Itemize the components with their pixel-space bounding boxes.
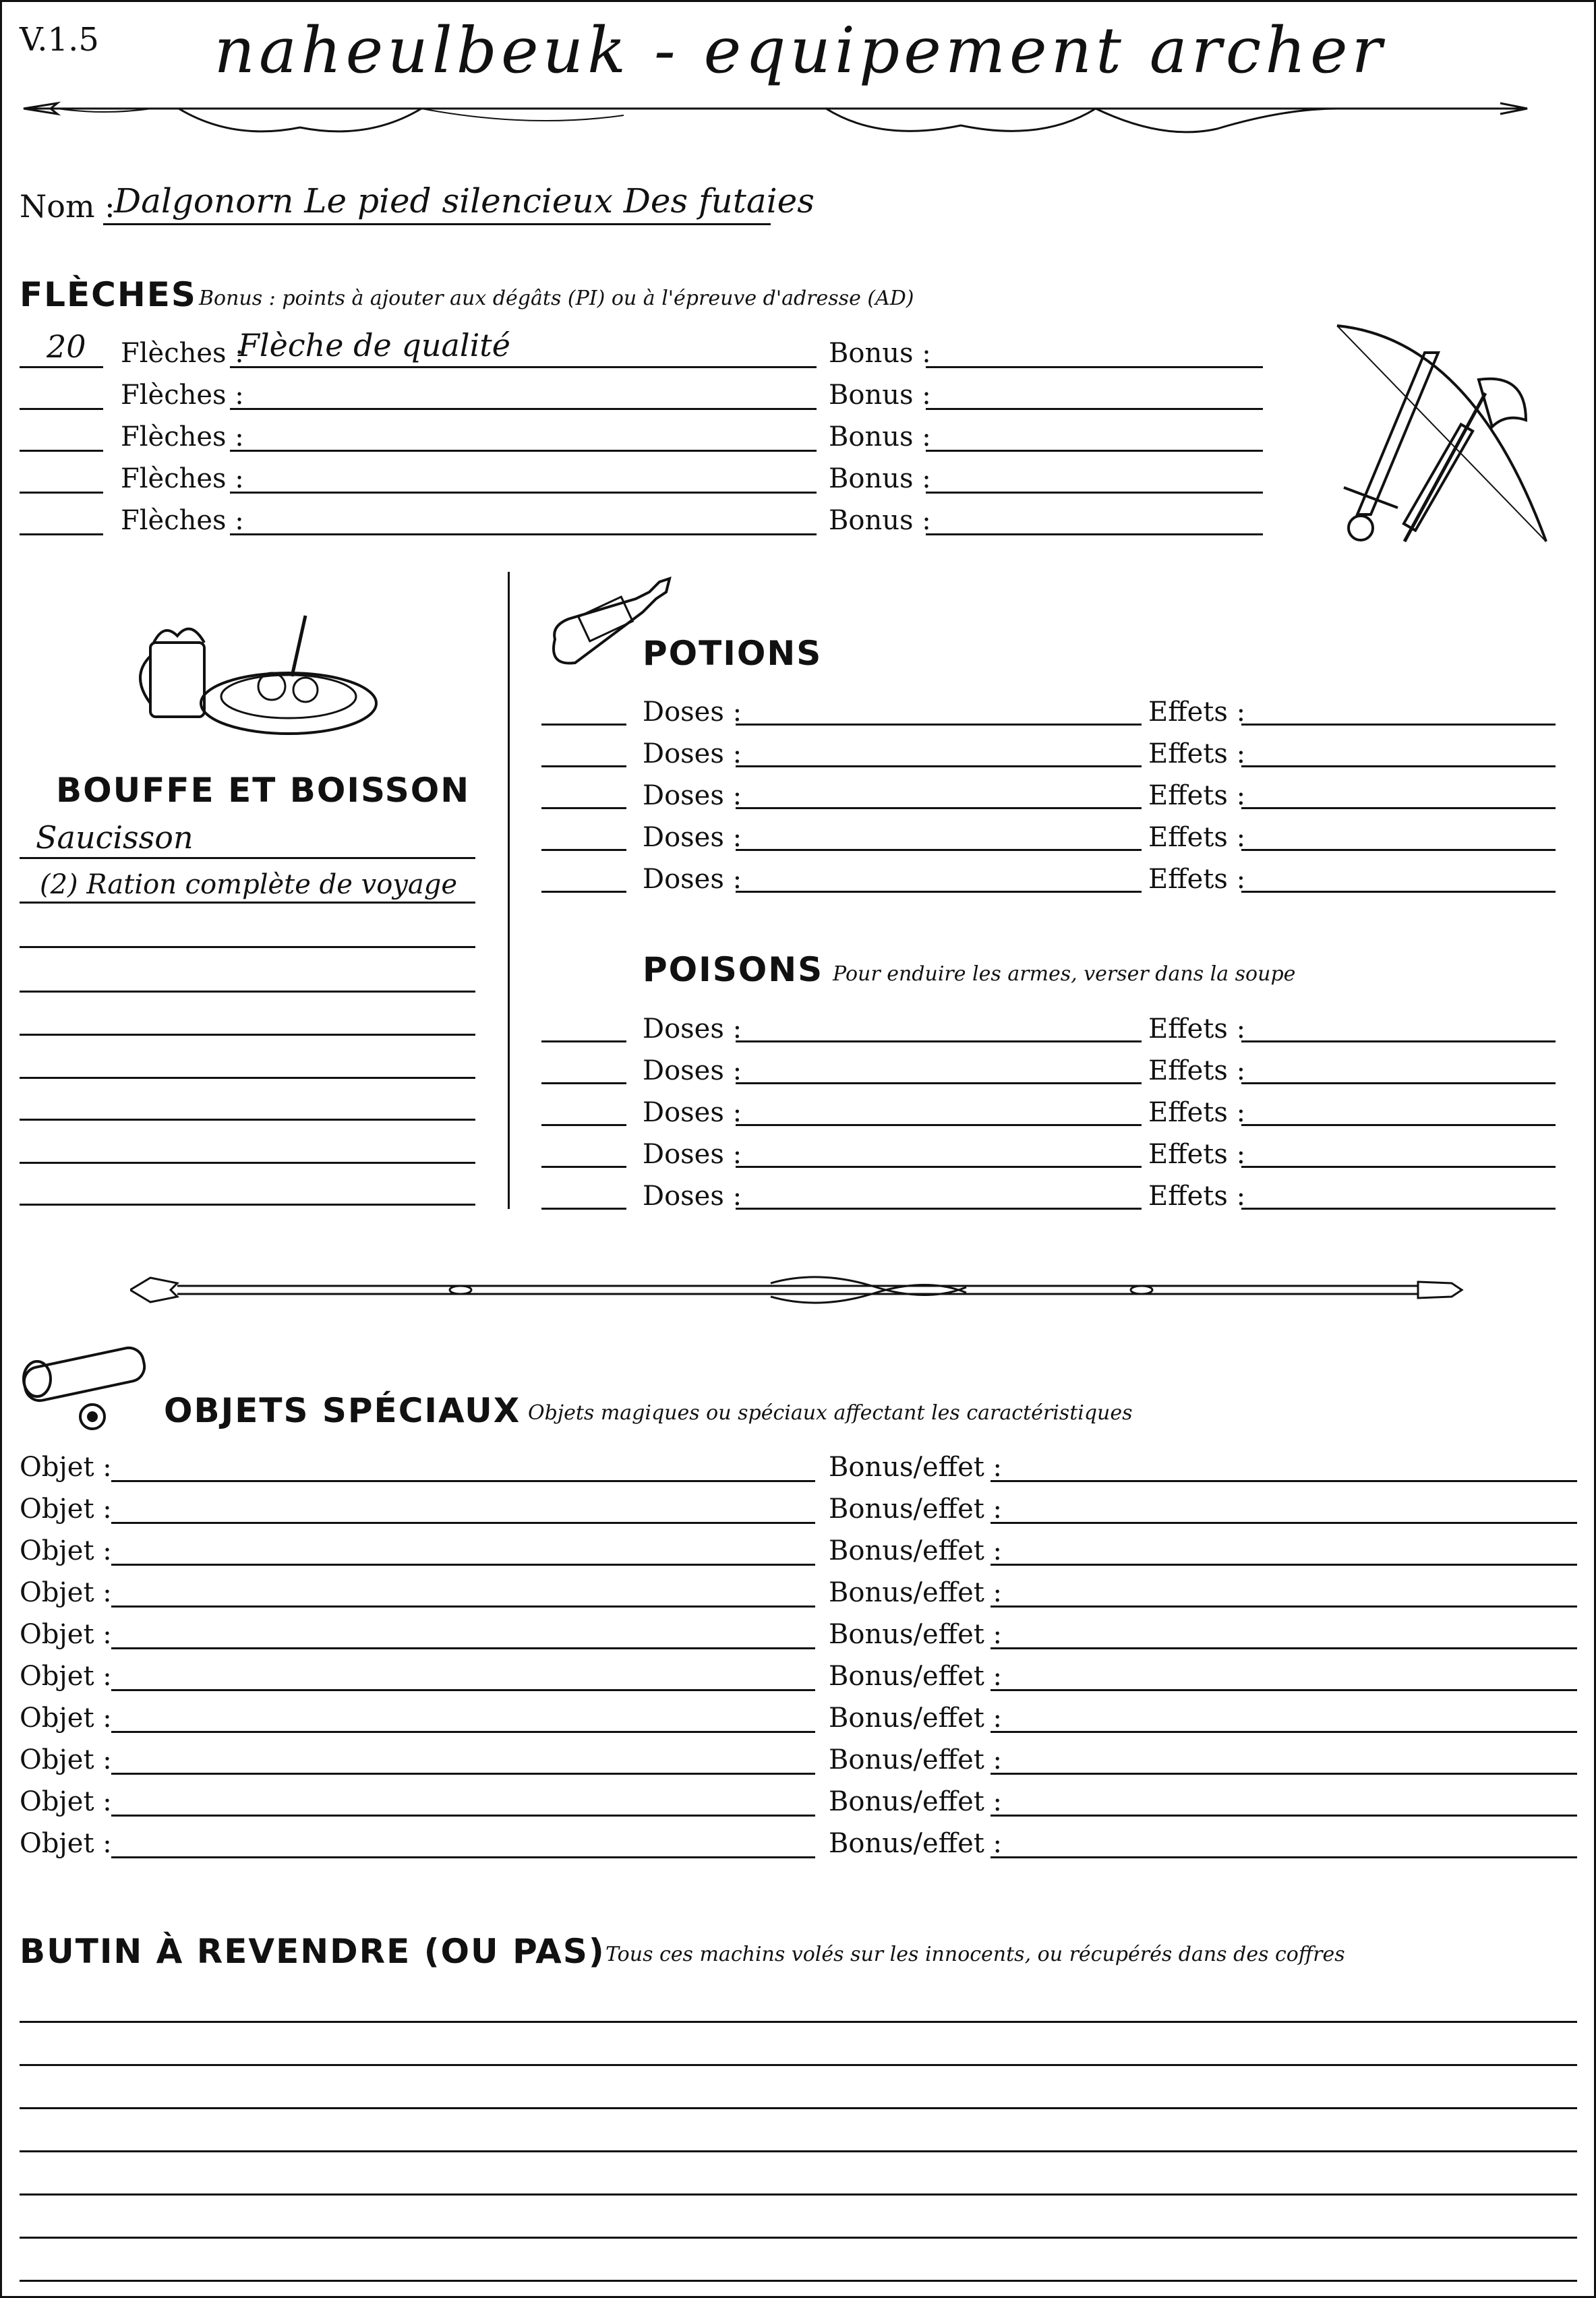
arrow-label: Flèches : bbox=[121, 463, 244, 494]
food-line bbox=[20, 1119, 475, 1121]
special-heading: OBJETS SPÉCIAUX bbox=[164, 1391, 521, 1430]
object-label: Objet : bbox=[20, 1619, 112, 1650]
potion-effects-line bbox=[1241, 807, 1556, 809]
loot-line bbox=[20, 2193, 1577, 2196]
bow-arrow-divider-icon bbox=[17, 88, 1534, 149]
poison-effects-line bbox=[1241, 1124, 1556, 1126]
potion-effects-label: Effets : bbox=[1148, 738, 1246, 769]
potion-effects-label: Effets : bbox=[1148, 864, 1246, 895]
poison-qty-line bbox=[541, 1166, 626, 1168]
arrow-type[interactable]: Flèche de qualité bbox=[238, 327, 511, 363]
poison-doses-label: Doses : bbox=[643, 1055, 742, 1086]
arrow-label: Flèches : bbox=[121, 505, 244, 536]
arrow-qty-line bbox=[20, 366, 103, 368]
potion-doses-line bbox=[736, 765, 1142, 767]
poison-effects-line bbox=[1241, 1040, 1556, 1042]
food-line bbox=[20, 1162, 475, 1164]
poison-qty-line bbox=[541, 1082, 626, 1084]
sheet-title: naheulbeuk - equipement archer bbox=[214, 14, 1386, 88]
loot-line bbox=[20, 2064, 1577, 2066]
object-bonus-line bbox=[991, 1480, 1577, 1482]
object-label: Objet : bbox=[20, 1535, 112, 1566]
arrow-type-line bbox=[230, 533, 817, 535]
loot-line bbox=[20, 2107, 1577, 2109]
poison-doses-line bbox=[736, 1166, 1142, 1168]
object-bonus-line bbox=[991, 1731, 1577, 1733]
object-bonus-line bbox=[991, 1522, 1577, 1524]
food-heading: BOUFFE ET BOISSON bbox=[56, 771, 471, 810]
object-label: Objet : bbox=[20, 1703, 112, 1734]
potion-effects-line bbox=[1241, 724, 1556, 726]
object-line bbox=[111, 1605, 815, 1608]
poisons-heading: POISONS bbox=[643, 950, 824, 989]
poison-effects-label: Effets : bbox=[1148, 1055, 1246, 1086]
food-line bbox=[20, 1034, 475, 1036]
poison-qty-line bbox=[541, 1208, 626, 1210]
poison-doses-label: Doses : bbox=[643, 1181, 742, 1212]
object-bonus-line bbox=[991, 1856, 1577, 1858]
object-label: Objet : bbox=[20, 1494, 112, 1525]
arrow-qty[interactable]: 20 bbox=[47, 328, 86, 365]
potion-doses-label: Doses : bbox=[643, 697, 742, 728]
object-bonus-label: Bonus/effet : bbox=[829, 1828, 1003, 1859]
poison-effects-line bbox=[1241, 1166, 1556, 1168]
potion-doses-line bbox=[736, 807, 1142, 809]
object-line bbox=[111, 1731, 815, 1733]
arrow-bonus-line bbox=[926, 408, 1263, 410]
object-bonus-label: Bonus/effet : bbox=[829, 1786, 1003, 1817]
arrow-label: Flèches : bbox=[121, 338, 244, 369]
potion-qty-line bbox=[541, 891, 626, 893]
object-bonus-label: Bonus/effet : bbox=[829, 1744, 1003, 1775]
food-line bbox=[20, 857, 475, 859]
potion-effects-line bbox=[1241, 891, 1556, 893]
object-bonus-line bbox=[991, 1815, 1577, 1817]
poison-effects-line bbox=[1241, 1082, 1556, 1084]
object-label: Objet : bbox=[20, 1661, 112, 1692]
arrows-heading: FLÈCHES bbox=[20, 275, 197, 314]
food-item[interactable]: Saucisson bbox=[36, 819, 194, 856]
poison-doses-label: Doses : bbox=[643, 1013, 742, 1044]
object-label: Objet : bbox=[20, 1744, 112, 1775]
staff-divider-icon bbox=[130, 1263, 1465, 1317]
potion-doses-label: Doses : bbox=[643, 780, 742, 811]
object-bonus-label: Bonus/effet : bbox=[829, 1494, 1003, 1525]
arrow-bonus-label: Bonus : bbox=[829, 338, 931, 369]
arrow-label: Flèches : bbox=[121, 380, 244, 411]
loot-note: Tous ces machins volés sur les innocents, ou récupérés dans des coffres bbox=[605, 1943, 1345, 1966]
object-label: Objet : bbox=[20, 1786, 112, 1817]
object-label: Objet : bbox=[20, 1828, 112, 1859]
poison-effects-label: Effets : bbox=[1148, 1139, 1246, 1170]
poison-qty-line bbox=[541, 1040, 626, 1042]
arrow-label: Flèches : bbox=[121, 421, 244, 452]
object-line bbox=[111, 1480, 815, 1482]
loot-line bbox=[20, 2150, 1577, 2152]
beer-and-food-icon bbox=[137, 602, 380, 744]
object-bonus-label: Bonus/effet : bbox=[829, 1703, 1003, 1734]
poisons-note: Pour enduire les armes, verser dans la soupe bbox=[833, 962, 1296, 986]
food-line bbox=[20, 991, 475, 993]
poison-qty-line bbox=[541, 1124, 626, 1126]
name-value[interactable]: Dalgonorn Le pied silencieux Des futaies bbox=[114, 181, 815, 220]
potion-effects-line bbox=[1241, 849, 1556, 851]
potion-effects-label: Effets : bbox=[1148, 697, 1246, 728]
scroll-and-ring-icon bbox=[17, 1337, 165, 1438]
special-note: Objets magiques ou spéciaux affectant les caractéristiques bbox=[528, 1401, 1133, 1425]
arrow-type-line bbox=[230, 450, 817, 452]
potions-heading: POTIONS bbox=[643, 634, 823, 673]
name-label: Nom : bbox=[20, 188, 115, 225]
loot-line bbox=[20, 2237, 1577, 2239]
crossed-weapons-icon bbox=[1324, 312, 1566, 555]
object-bonus-line bbox=[991, 1773, 1577, 1775]
poison-doses-line bbox=[736, 1208, 1142, 1210]
version-label: V.1.5 bbox=[20, 21, 99, 59]
object-bonus-line bbox=[991, 1605, 1577, 1608]
arrow-bonus-label: Bonus : bbox=[829, 463, 931, 494]
food-line bbox=[20, 946, 475, 948]
object-line bbox=[111, 1815, 815, 1817]
loot-line bbox=[20, 2280, 1577, 2282]
potion-qty-line bbox=[541, 849, 626, 851]
arrow-qty-line bbox=[20, 408, 103, 410]
arrow-bonus-label: Bonus : bbox=[829, 421, 931, 452]
poison-effects-label: Effets : bbox=[1148, 1097, 1246, 1128]
object-bonus-label: Bonus/effet : bbox=[829, 1452, 1003, 1483]
object-label: Objet : bbox=[20, 1452, 112, 1483]
object-bonus-label: Bonus/effet : bbox=[829, 1535, 1003, 1566]
potion-doses-label: Doses : bbox=[643, 822, 742, 853]
arrow-bonus-line bbox=[926, 533, 1263, 535]
object-bonus-label: Bonus/effet : bbox=[829, 1619, 1003, 1650]
potion-doses-line bbox=[736, 891, 1142, 893]
loot-heading: BUTIN À REVENDRE (OU PAS) bbox=[20, 1932, 605, 1971]
object-label: Objet : bbox=[20, 1577, 112, 1608]
potion-doses-label: Doses : bbox=[643, 864, 742, 895]
food-line bbox=[20, 902, 475, 904]
potion-doses-line bbox=[736, 849, 1142, 851]
object-line bbox=[111, 1689, 815, 1691]
loot-line bbox=[20, 2021, 1577, 2023]
object-line bbox=[111, 1647, 815, 1649]
arrow-bonus-label: Bonus : bbox=[829, 380, 931, 411]
arrow-bonus-line bbox=[926, 492, 1263, 494]
arrow-type-line bbox=[230, 408, 817, 410]
potion-doses-label: Doses : bbox=[643, 738, 742, 769]
potion-effects-line bbox=[1241, 765, 1556, 767]
poison-effects-line bbox=[1241, 1208, 1556, 1210]
arrow-type-line bbox=[230, 492, 817, 494]
object-line bbox=[111, 1773, 815, 1775]
food-item[interactable]: (2) Ration complète de voyage bbox=[40, 869, 458, 900]
food-line bbox=[20, 1204, 475, 1206]
arrow-bonus-line bbox=[926, 366, 1263, 368]
object-bonus-line bbox=[991, 1689, 1577, 1691]
arrow-qty-line bbox=[20, 450, 103, 452]
arrows-note: Bonus : points à ajouter aux dégâts (PI) ou à l'épreuve d'adresse (AD) bbox=[199, 287, 914, 310]
potion-effects-label: Effets : bbox=[1148, 822, 1246, 853]
object-bonus-line bbox=[991, 1564, 1577, 1566]
poison-doses-line bbox=[736, 1082, 1142, 1084]
poison-doses-label: Doses : bbox=[643, 1097, 742, 1128]
poison-doses-label: Doses : bbox=[643, 1139, 742, 1170]
object-bonus-label: Bonus/effet : bbox=[829, 1661, 1003, 1692]
arrow-qty-line bbox=[20, 533, 103, 535]
poison-doses-line bbox=[736, 1124, 1142, 1126]
poison-effects-label: Effets : bbox=[1148, 1181, 1246, 1212]
potion-qty-line bbox=[541, 765, 626, 767]
potion-qty-line bbox=[541, 807, 626, 809]
arrow-bonus-line bbox=[926, 450, 1263, 452]
food-line bbox=[20, 1077, 475, 1079]
potion-qty-line bbox=[541, 724, 626, 726]
potion-effects-label: Effets : bbox=[1148, 780, 1246, 811]
object-line bbox=[111, 1856, 815, 1858]
column-separator bbox=[508, 572, 510, 1209]
arrow-bonus-label: Bonus : bbox=[829, 505, 931, 536]
arrow-qty-line bbox=[20, 492, 103, 494]
object-bonus-label: Bonus/effet : bbox=[829, 1577, 1003, 1608]
object-bonus-line bbox=[991, 1647, 1577, 1649]
name-underline bbox=[103, 223, 771, 225]
object-line bbox=[111, 1564, 815, 1566]
poison-effects-label: Effets : bbox=[1148, 1013, 1246, 1044]
poison-doses-line bbox=[736, 1040, 1142, 1042]
object-line bbox=[111, 1522, 815, 1524]
potion-doses-line bbox=[736, 724, 1142, 726]
arrow-type-line bbox=[230, 366, 817, 368]
